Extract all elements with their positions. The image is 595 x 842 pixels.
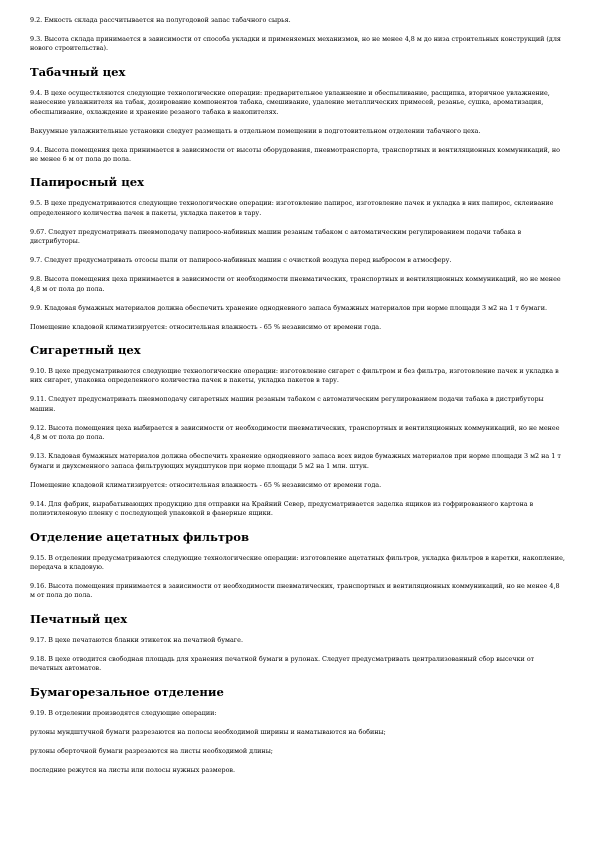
paragraph: 9.2. Емкость склада рассчитывается на полугодовой запас табачного сырья. <box>30 16 291 24</box>
paragraph: 9.4. В цехе осуществляются следующие технологические операции: предварительное увлажнение и обеспыливание, расщипка, вторичное увлажнение, нанесение увлажнителя на табак, дозирование компонентов табака, смешивание, удаление металлических примесей, резанье, сушка, ароматизация, обеспыливание, охлаждение и хранение резаного табака в накопителях. <box>30 88 550 116</box>
paragraph: 9.4. Высота помещения цеха принимается в зависимости от высоты оборудования, пневмотранспорта, транспортных и вентиляционных коммуникаций, но не менее 6 м от пола до пола. <box>30 145 560 164</box>
paragraph: 9.10. В цехе предусматриваются следующие технологические операции: изготовление сигарет с фильтром и без фильтра, изготовление пачек и укладка в них сигарет, упаковка определенного количества пачек в пакеты, укладка пакетов в тару. <box>30 367 559 385</box>
paragraph: 9.16. Высота помещения принимается в зависимости от необходимости пневматических, транспортных и вентиляционных коммуникаций, но не менее 4,8 м от пола до пола. <box>30 581 560 600</box>
paragraph: 9.15. В отделении предусматриваются следующие технологические операции: изготовление ацетатных фильтров, укладка фильтров в каретки, накопление, передача в кладовую. <box>30 553 565 571</box>
paragraph: последние режутся на листы или полосы нужных размеров. <box>30 765 236 774</box>
section-heading: Отделение ацетатных фильтров <box>30 529 250 544</box>
paragraph: 9.17. В цехе печатаются бланки этикеток на печатной бумаге. <box>30 635 243 644</box>
paragraph: 9.14. Для фабрик, вырабатывающих продукцию для отправки на Крайний Север, предусматривается заделка ящиков из гофрированного картона в полиэтиленовую пленку с последующей упаковкой в фанерные ящики. <box>30 499 534 518</box>
section-heading: Сигаретный цех <box>30 343 141 358</box>
paragraph: рулоны мундштучной бумаги разрезаются на полосы необходимой ширины и наматываются на бобины; <box>30 727 386 736</box>
section-heading: Табачный цех <box>30 64 126 79</box>
paragraph: 9.3. Высота склада принимается в зависимости от способа укладки и применяемых механизмов, но не менее 4,8 м до низа строительных конструкций (для нового строительства). <box>30 35 561 53</box>
paragraph: 9.8. Высота помещения цеха принимается в зависимости от необходимости пневматических, транспортных и вентиляционных коммуникаций, но не менее 4,8 м от пола до пола. <box>30 275 561 293</box>
section-heading: Бумагорезальное отделение <box>30 684 224 699</box>
paragraph: Помещение кладовой климатизируется: относительная влажность - 65 % независимо от времени года. <box>30 322 382 331</box>
paragraph: 9.67. Следует предусматривать пневмоподачу папиросо-набивных машин резаным табаком с автоматическим регулированием подачи табака в дистрибуторы. <box>30 227 522 246</box>
paragraph: 9.5. В цехе предусматриваются следующие технологические операции: изготовление папирос, изготовление пачек и укладка в них папирос, склеивание определенного количества пачек в пакеты, укладка пакетов в тару. <box>30 199 554 217</box>
paragraph: 9.12. Высота помещения цеха выбирается в зависимости от необходимости пневматических, транспортных и вентиляционных коммуникаций, но не менее 4,8 м от пола до пола. <box>30 423 560 442</box>
paragraph: 9.18. В цехе отводится свободная площадь для хранения печатной бумаги в рулонах. Следует предусматривать централизованный сбор высечки от печатных автоматов. <box>30 654 535 673</box>
paragraph: рулоны оберточной бумаги разрезаются на листы необходимой длины; <box>30 746 273 755</box>
paragraph: 9.19. В отделении производятся следующие операции: <box>30 708 217 717</box>
section-heading: Папиросный цех <box>30 175 145 190</box>
paragraph: 9.11. Следует предусматривать пневмоподачу сигаретных машин резаным табаком с автоматическим регулированием подачи табака в дистрибуторы машин. <box>30 395 544 413</box>
paragraph: Помещение кладовой климатизируется: относительная влажность - 65 % независимо от времени года. <box>30 480 382 489</box>
paragraph: 9.13. Кладовая бумажных материалов должна обеспечить хранение однодневного запаса всех видов бумажных материалов при норме площади 3 м2 на 1 т бумаги и двухсменного запаса фильтрующих мундштуков при норме площади 5 м2 на 1 млн. штук. <box>30 452 561 470</box>
paragraph: 9.7. Следует предусматривать отсосы пыли от папиросо-набивных машин с очисткой воздуха перед выбросом в атмосферу. <box>30 256 452 265</box>
paragraph: 9.9. Кладовая бумажных материалов должна обеспечить хранение однодневного запаса бумажных материалов при норме площади 3 м2 на 1 т бумаги. <box>30 303 548 312</box>
section-heading: Печатный цех <box>30 611 128 626</box>
paragraph: Вакуумные увлажнительные установки следует размещать в отдельном помещении в подготовительном отделении табачного цеха. <box>30 126 481 135</box>
